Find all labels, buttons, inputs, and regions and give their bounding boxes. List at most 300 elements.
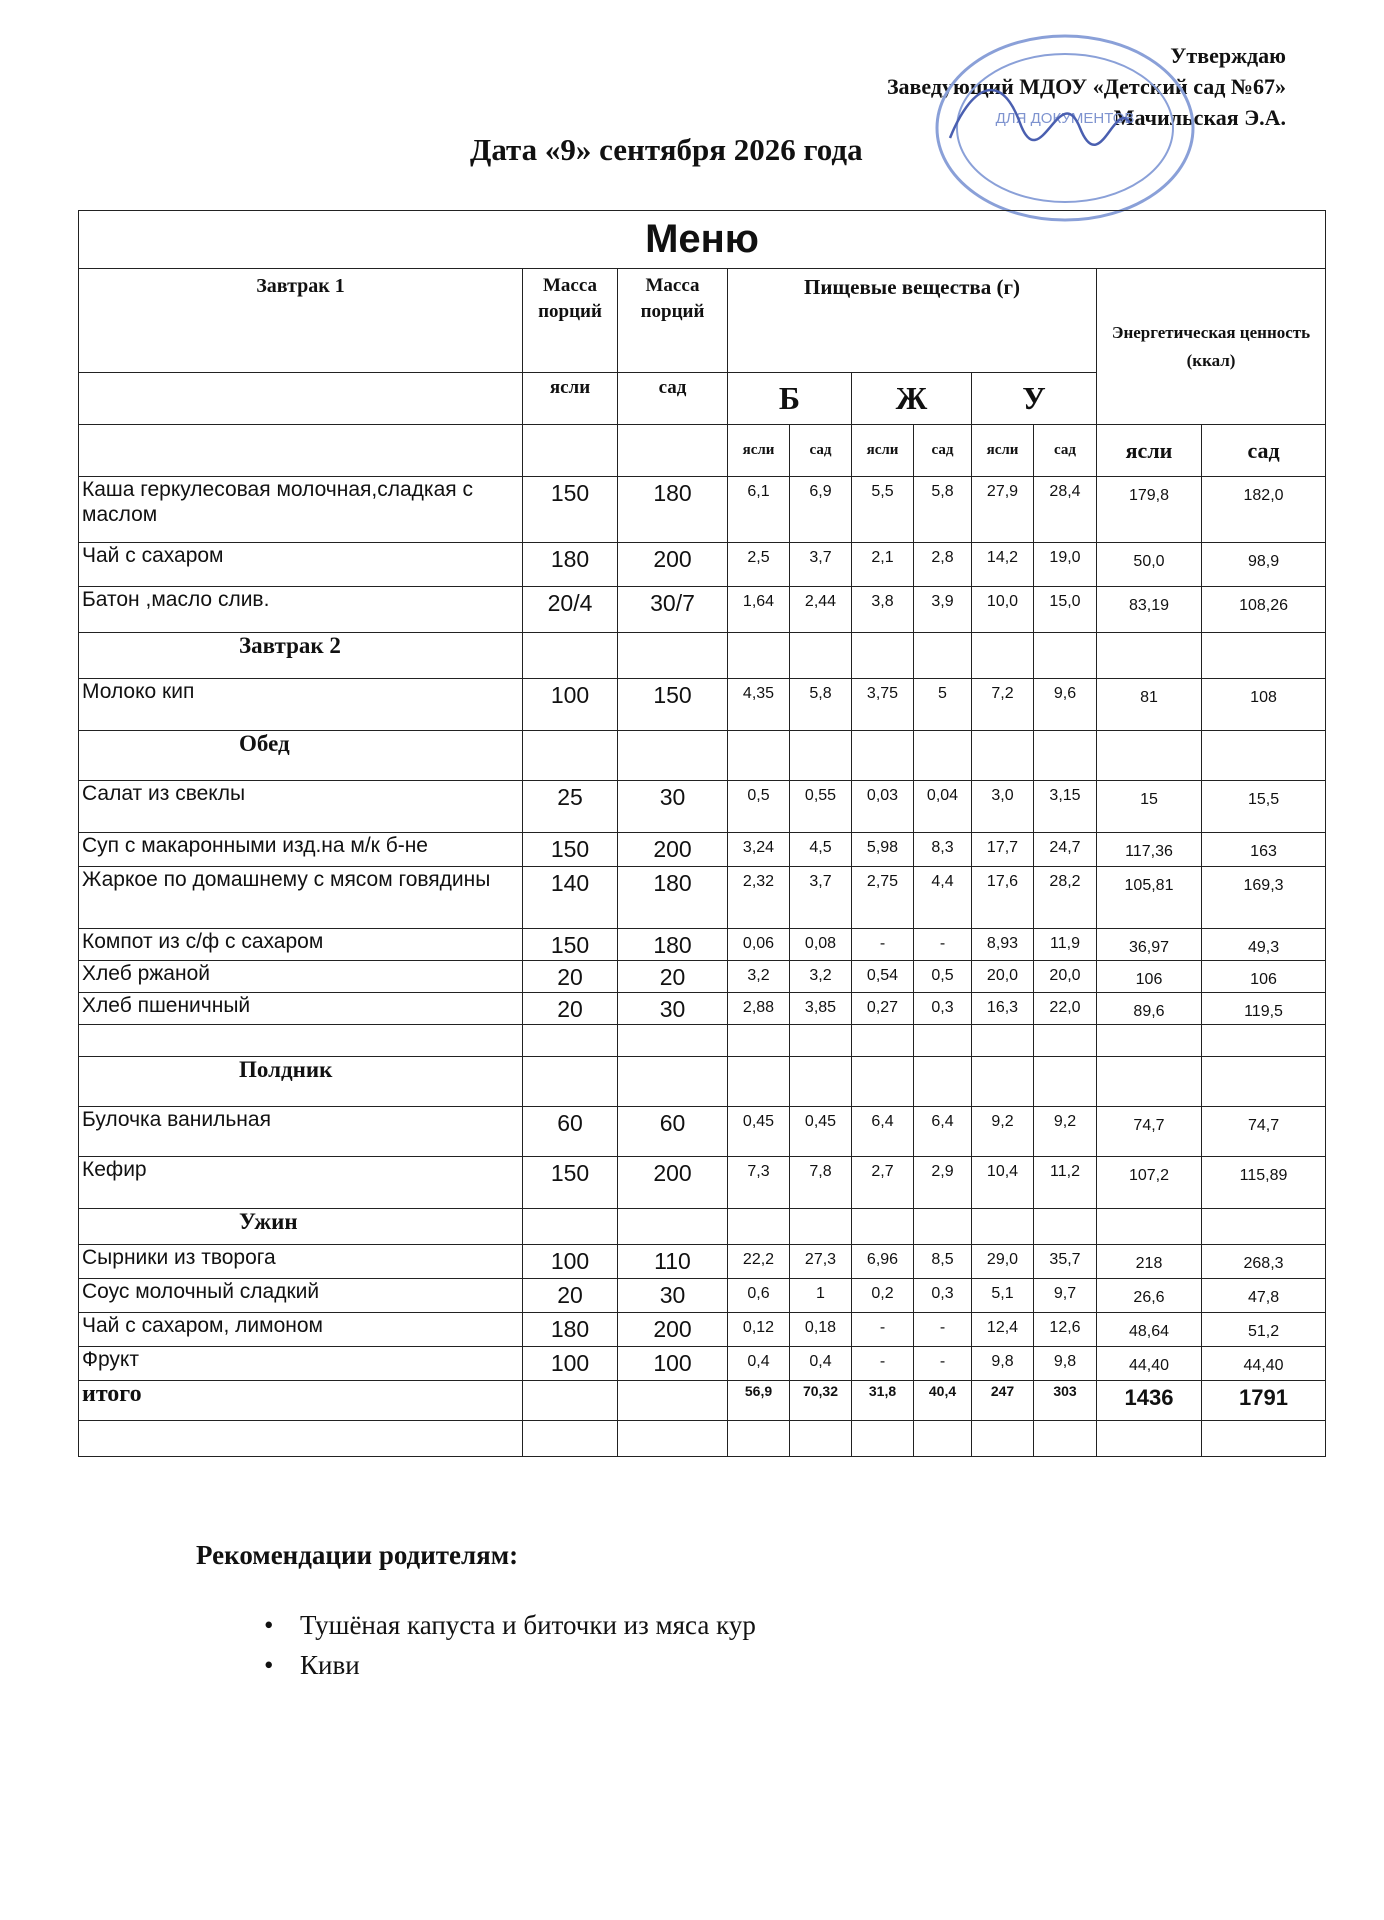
cell-e1: 89,6: [1097, 993, 1202, 1025]
cell-b1: 0,06: [728, 929, 790, 961]
cell-b1: 0,12: [728, 1313, 790, 1347]
cell-e1: 105,81: [1097, 867, 1202, 929]
cell-z2: 0,3: [914, 993, 972, 1025]
empty-cell: [790, 1421, 852, 1457]
empty-cell: [79, 1025, 523, 1057]
header-b-yasli: ясли: [728, 425, 790, 477]
cell-e2: 98,9: [1202, 543, 1326, 587]
header-energy: Энергетическая ценность (ккал): [1097, 269, 1326, 425]
table-row: [79, 1025, 1326, 1057]
empty-cell: [1034, 731, 1097, 781]
header-yasli: ясли: [523, 373, 618, 425]
dish-name: Булочка ванильная: [79, 1107, 523, 1157]
cell-m2: 180: [618, 867, 728, 929]
table-row: [79, 477, 1326, 543]
dish-name: Каша геркулесовая молочная,сладкая с маслом: [79, 477, 523, 543]
cell-u1: 7,2: [972, 679, 1034, 731]
cell-u1: 247: [972, 1381, 1034, 1421]
cell-z2: 0,04: [914, 781, 972, 833]
cell-e1: 81: [1097, 679, 1202, 731]
cell-b2: 0,4: [790, 1347, 852, 1381]
empty-cell: [914, 633, 972, 679]
cell-u1: 27,9: [972, 477, 1034, 543]
cell-e1: 15: [1097, 781, 1202, 833]
cell-u1: 17,7: [972, 833, 1034, 867]
empty-cell: [523, 1209, 618, 1245]
cell-m2: 200: [618, 1313, 728, 1347]
empty-cell: [1034, 1209, 1097, 1245]
cell-m1: 25: [523, 781, 618, 833]
empty-cell: [790, 731, 852, 781]
empty-cell: [728, 1057, 790, 1107]
header-energy-yasli: ясли: [1097, 425, 1202, 477]
empty-cell: [523, 1421, 618, 1457]
recommendation-item: • Киви: [300, 1645, 756, 1685]
cell-z1: 3,75: [852, 679, 914, 731]
approval-line-2: Заведующий МДОУ «Детский сад №67»: [886, 74, 1286, 99]
empty-cell: [972, 731, 1034, 781]
cell-m2: 200: [618, 1157, 728, 1209]
empty-cell: [1097, 1209, 1202, 1245]
cell-m2: 110: [618, 1245, 728, 1279]
cell-u1: 10,0: [972, 587, 1034, 633]
cell-z2: 2,9: [914, 1157, 972, 1209]
empty-cell: [523, 1025, 618, 1057]
cell-m2: 150: [618, 679, 728, 731]
recommendations-list: [300, 1605, 756, 1685]
dish-name: Сырники из творога: [79, 1245, 523, 1279]
empty-cell: [790, 1057, 852, 1107]
section-name: Ужин: [79, 1209, 523, 1245]
cell-z2: 40,4: [914, 1381, 972, 1421]
cell-m1: 100: [523, 1245, 618, 1279]
cell-m1: 150: [523, 833, 618, 867]
cell-m1: 100: [523, 1347, 618, 1381]
empty-cell: [523, 1381, 618, 1421]
cell-u1: 9,8: [972, 1347, 1034, 1381]
empty-cell: [79, 1421, 523, 1457]
cell-u1: 8,93: [972, 929, 1034, 961]
table-row: [79, 867, 1326, 929]
table-row: [79, 961, 1326, 993]
dish-name: Чай с сахаром: [79, 543, 523, 587]
empty-cell: [972, 1025, 1034, 1057]
empty-cell: [1097, 633, 1202, 679]
cell-u1: 16,3: [972, 993, 1034, 1025]
dish-name: Молоко кип: [79, 679, 523, 731]
empty-cell: [1097, 1421, 1202, 1457]
empty-cell: [523, 731, 618, 781]
cell-m2: 200: [618, 833, 728, 867]
stamp-text: ДЛЯ ДОКУМЕНТОВ: [995, 110, 1135, 127]
menu-table: [78, 210, 1326, 1457]
cell-b2: 3,85: [790, 993, 852, 1025]
cell-e1: 218: [1097, 1245, 1202, 1279]
empty-cell: [1097, 1057, 1202, 1107]
header-breakfast1: Завтрак 1: [79, 269, 523, 373]
cell-z2: 8,3: [914, 833, 972, 867]
cell-b2: 0,55: [790, 781, 852, 833]
cell-m2: 30: [618, 781, 728, 833]
cell-e2: 15,5: [1202, 781, 1326, 833]
empty-cell: [914, 731, 972, 781]
empty-cell: [852, 633, 914, 679]
empty-cell: [852, 1421, 914, 1457]
dish-name: Соус молочный сладкий: [79, 1279, 523, 1313]
header-u-sad: сад: [1034, 425, 1097, 477]
cell-m1: 20: [523, 961, 618, 993]
empty-cell: [728, 731, 790, 781]
cell-b2: 6,9: [790, 477, 852, 543]
cell-b2: 2,44: [790, 587, 852, 633]
cell-e2: 49,3: [1202, 929, 1326, 961]
dish-name: Салат из свеклы: [79, 781, 523, 833]
dish-name: Кефир: [79, 1157, 523, 1209]
cell-u2: 15,0: [1034, 587, 1097, 633]
cell-m2: 200: [618, 543, 728, 587]
cell-m1: 20/4: [523, 587, 618, 633]
cell-u2: 9,7: [1034, 1279, 1097, 1313]
table-row: [79, 1421, 1326, 1457]
cell-b2: 3,7: [790, 867, 852, 929]
header-zh-sad: сад: [914, 425, 972, 477]
table-row: [79, 1107, 1326, 1157]
cell-e1: 179,8: [1097, 477, 1202, 543]
table-row: [79, 1279, 1326, 1313]
header-u-yasli: ясли: [972, 425, 1034, 477]
header-empty: [523, 425, 618, 477]
cell-u2: 24,7: [1034, 833, 1097, 867]
cell-e1: 36,97: [1097, 929, 1202, 961]
cell-u2: 11,9: [1034, 929, 1097, 961]
table-row: [79, 1245, 1326, 1279]
empty-cell: [972, 1421, 1034, 1457]
section-name: Обед: [79, 731, 523, 781]
cell-b1: 0,4: [728, 1347, 790, 1381]
empty-cell: [728, 633, 790, 679]
cell-z2: 8,5: [914, 1245, 972, 1279]
cell-z2: -: [914, 929, 972, 961]
empty-cell: [914, 1421, 972, 1457]
table-row: [79, 1347, 1326, 1381]
empty-cell: [852, 1209, 914, 1245]
cell-b2: 7,8: [790, 1157, 852, 1209]
cell-e1: 1436: [1097, 1381, 1202, 1421]
cell-b2: 4,5: [790, 833, 852, 867]
empty-cell: [1034, 1421, 1097, 1457]
cell-m1: 150: [523, 477, 618, 543]
cell-z2: 0,5: [914, 961, 972, 993]
empty-cell: [1097, 1025, 1202, 1057]
empty-cell: [972, 1209, 1034, 1245]
cell-z2: 5: [914, 679, 972, 731]
empty-cell: [914, 1025, 972, 1057]
dish-name: Батон ,масло слив.: [79, 587, 523, 633]
empty-cell: [1034, 1057, 1097, 1107]
cell-e1: 107,2: [1097, 1157, 1202, 1209]
cell-z1: 0,03: [852, 781, 914, 833]
cell-z2: -: [914, 1313, 972, 1347]
cell-u1: 3,0: [972, 781, 1034, 833]
cell-b2: 0,45: [790, 1107, 852, 1157]
empty-cell: [1034, 633, 1097, 679]
total-label: итого: [79, 1381, 523, 1421]
empty-cell: [728, 1209, 790, 1245]
cell-b1: 0,45: [728, 1107, 790, 1157]
cell-z2: 6,4: [914, 1107, 972, 1157]
header-energy-sad: сад: [1202, 425, 1326, 477]
table-row: [79, 929, 1326, 961]
cell-z1: -: [852, 1347, 914, 1381]
table-row: [79, 1313, 1326, 1347]
header-empty: [79, 373, 523, 425]
cell-e1: 26,6: [1097, 1279, 1202, 1313]
empty-cell: [790, 1025, 852, 1057]
menu-title: Меню: [79, 211, 1326, 269]
cell-m1: 20: [523, 1279, 618, 1313]
section-name: Полдник: [79, 1057, 523, 1107]
table-row: [79, 993, 1326, 1025]
cell-z2: 4,4: [914, 867, 972, 929]
cell-u2: 9,2: [1034, 1107, 1097, 1157]
cell-z1: 31,8: [852, 1381, 914, 1421]
cell-e2: 108,26: [1202, 587, 1326, 633]
cell-m1: 100: [523, 679, 618, 731]
cell-e2: 169,3: [1202, 867, 1326, 929]
header-b-sad: сад: [790, 425, 852, 477]
cell-m1: 140: [523, 867, 618, 929]
cell-e1: 44,40: [1097, 1347, 1202, 1381]
empty-cell: [523, 633, 618, 679]
cell-b1: 2,5: [728, 543, 790, 587]
cell-m2: 30/7: [618, 587, 728, 633]
dish-name: Компот из с/ф с сахаром: [79, 929, 523, 961]
cell-e2: 268,3: [1202, 1245, 1326, 1279]
empty-cell: [728, 1025, 790, 1057]
empty-cell: [852, 731, 914, 781]
empty-cell: [618, 1209, 728, 1245]
cell-u1: 5,1: [972, 1279, 1034, 1313]
empty-cell: [618, 1025, 728, 1057]
empty-cell: [1202, 1421, 1326, 1457]
cell-b1: 4,35: [728, 679, 790, 731]
cell-u2: 19,0: [1034, 543, 1097, 587]
dish-name: Хлеб ржаной: [79, 961, 523, 993]
cell-e2: 1791: [1202, 1381, 1326, 1421]
cell-u2: 28,4: [1034, 477, 1097, 543]
header-u: У: [972, 373, 1097, 425]
cell-z1: 2,1: [852, 543, 914, 587]
cell-e2: 163: [1202, 833, 1326, 867]
table-row: [79, 543, 1326, 587]
cell-b2: 0,18: [790, 1313, 852, 1347]
recommendations-title: Рекомендации родителям:: [196, 1540, 519, 1570]
cell-e2: 115,89: [1202, 1157, 1326, 1209]
header-mass-sad: Масса порций: [618, 269, 728, 373]
section-name: Завтрак 2: [79, 633, 523, 679]
cell-u2: 20,0: [1034, 961, 1097, 993]
cell-m1: 60: [523, 1107, 618, 1157]
cell-z1: 0,2: [852, 1279, 914, 1313]
cell-b1: 56,9: [728, 1381, 790, 1421]
cell-z1: 0,54: [852, 961, 914, 993]
cell-e2: 74,7: [1202, 1107, 1326, 1157]
cell-m2: 30: [618, 993, 728, 1025]
cell-e2: 51,2: [1202, 1313, 1326, 1347]
cell-b1: 2,88: [728, 993, 790, 1025]
empty-cell: [1202, 633, 1326, 679]
cell-e1: 74,7: [1097, 1107, 1202, 1157]
empty-cell: [790, 633, 852, 679]
dish-name: Хлеб пшеничный: [79, 993, 523, 1025]
cell-z1: -: [852, 929, 914, 961]
header-zh: Ж: [852, 373, 972, 425]
cell-u2: 9,6: [1034, 679, 1097, 731]
empty-cell: [1202, 1057, 1326, 1107]
cell-u2: 12,6: [1034, 1313, 1097, 1347]
cell-u1: 9,2: [972, 1107, 1034, 1157]
cell-m1: 20: [523, 993, 618, 1025]
cell-z1: 0,27: [852, 993, 914, 1025]
table-row: [79, 679, 1326, 731]
empty-cell: [618, 633, 728, 679]
section-row: [79, 1057, 1326, 1107]
recommendation-item: • Тушёная капуста и биточки из мяса кур: [300, 1605, 756, 1645]
empty-cell: [1202, 1025, 1326, 1057]
cell-b2: 3,7: [790, 543, 852, 587]
cell-z2: 5,8: [914, 477, 972, 543]
cell-e1: 83,19: [1097, 587, 1202, 633]
header-mass-yasli: Масса порций: [523, 269, 618, 373]
cell-z2: 0,3: [914, 1279, 972, 1313]
empty-cell: [618, 731, 728, 781]
cell-e1: 117,36: [1097, 833, 1202, 867]
cell-b2: 70,32: [790, 1381, 852, 1421]
header-empty: [79, 425, 523, 477]
cell-b2: 1: [790, 1279, 852, 1313]
cell-e2: 182,0: [1202, 477, 1326, 543]
empty-cell: [972, 633, 1034, 679]
cell-m1: 150: [523, 929, 618, 961]
page-title: Дата «9» сентября 2026 года: [470, 132, 863, 167]
cell-z1: 6,4: [852, 1107, 914, 1157]
cell-m1: 150: [523, 1157, 618, 1209]
cell-z1: 6,96: [852, 1245, 914, 1279]
cell-u2: 3,15: [1034, 781, 1097, 833]
cell-e2: 44,40: [1202, 1347, 1326, 1381]
section-row: [79, 731, 1326, 781]
table-row: [79, 1157, 1326, 1209]
header-zh-yasli: ясли: [852, 425, 914, 477]
empty-cell: [914, 1209, 972, 1245]
header-b: Б: [728, 373, 852, 425]
cell-u1: 12,4: [972, 1313, 1034, 1347]
cell-e1: 48,64: [1097, 1313, 1202, 1347]
cell-m2: 20: [618, 961, 728, 993]
cell-b1: 3,24: [728, 833, 790, 867]
approval-line-1: Утверждаю: [1170, 43, 1286, 68]
cell-z1: -: [852, 1313, 914, 1347]
dish-name: Чай с сахаром, лимоном: [79, 1313, 523, 1347]
dish-name: Фрукт: [79, 1347, 523, 1381]
cell-b1: 6,1: [728, 477, 790, 543]
cell-z2: -: [914, 1347, 972, 1381]
cell-u2: 28,2: [1034, 867, 1097, 929]
empty-cell: [618, 1057, 728, 1107]
header-nutrients: Пищевые вещества (г): [728, 269, 1097, 373]
cell-m2: 180: [618, 929, 728, 961]
cell-b1: 3,2: [728, 961, 790, 993]
cell-e1: 106: [1097, 961, 1202, 993]
empty-cell: [790, 1209, 852, 1245]
cell-b2: 3,2: [790, 961, 852, 993]
cell-m2: 60: [618, 1107, 728, 1157]
cell-m2: 100: [618, 1347, 728, 1381]
empty-cell: [728, 1421, 790, 1457]
cell-e2: 119,5: [1202, 993, 1326, 1025]
cell-e2: 108: [1202, 679, 1326, 731]
empty-cell: [618, 1421, 728, 1457]
cell-u1: 17,6: [972, 867, 1034, 929]
table-row: [79, 781, 1326, 833]
cell-e2: 106: [1202, 961, 1326, 993]
empty-cell: [972, 1057, 1034, 1107]
table-row: [79, 587, 1326, 633]
empty-cell: [1202, 1209, 1326, 1245]
cell-z2: 2,8: [914, 543, 972, 587]
cell-b2: 27,3: [790, 1245, 852, 1279]
empty-cell: [523, 1057, 618, 1107]
cell-e1: 50,0: [1097, 543, 1202, 587]
menu-table-container: [78, 210, 1325, 1457]
cell-u1: 14,2: [972, 543, 1034, 587]
cell-m2: 180: [618, 477, 728, 543]
cell-b2: 5,8: [790, 679, 852, 731]
cell-u1: 29,0: [972, 1245, 1034, 1279]
cell-u2: 11,2: [1034, 1157, 1097, 1209]
cell-b1: 22,2: [728, 1245, 790, 1279]
cell-u2: 35,7: [1034, 1245, 1097, 1279]
cell-u2: 22,0: [1034, 993, 1097, 1025]
empty-cell: [1202, 731, 1326, 781]
cell-b1: 1,64: [728, 587, 790, 633]
header-empty: [618, 425, 728, 477]
cell-z1: 2,7: [852, 1157, 914, 1209]
cell-m2: 30: [618, 1279, 728, 1313]
approval-line-3: Мачильская Э.А.: [1113, 105, 1286, 130]
empty-cell: [852, 1025, 914, 1057]
dish-name: Суп с макаронными изд.на м/к б-не: [79, 833, 523, 867]
cell-u1: 10,4: [972, 1157, 1034, 1209]
round-stamp-icon: [930, 28, 1200, 228]
cell-m1: 180: [523, 1313, 618, 1347]
dish-name: Жаркое по домашнему с мясом говядины: [79, 867, 523, 929]
section-row: [79, 633, 1326, 679]
cell-e2: 47,8: [1202, 1279, 1326, 1313]
total-row: [79, 1381, 1326, 1421]
cell-b1: 7,3: [728, 1157, 790, 1209]
empty-cell: [1034, 1025, 1097, 1057]
empty-cell: [914, 1057, 972, 1107]
cell-z1: 2,75: [852, 867, 914, 929]
empty-cell: [1097, 731, 1202, 781]
cell-b1: 2,32: [728, 867, 790, 929]
cell-u2: 9,8: [1034, 1347, 1097, 1381]
cell-z1: 5,98: [852, 833, 914, 867]
cell-u1: 20,0: [972, 961, 1034, 993]
cell-z1: 5,5: [852, 477, 914, 543]
empty-cell: [852, 1057, 914, 1107]
